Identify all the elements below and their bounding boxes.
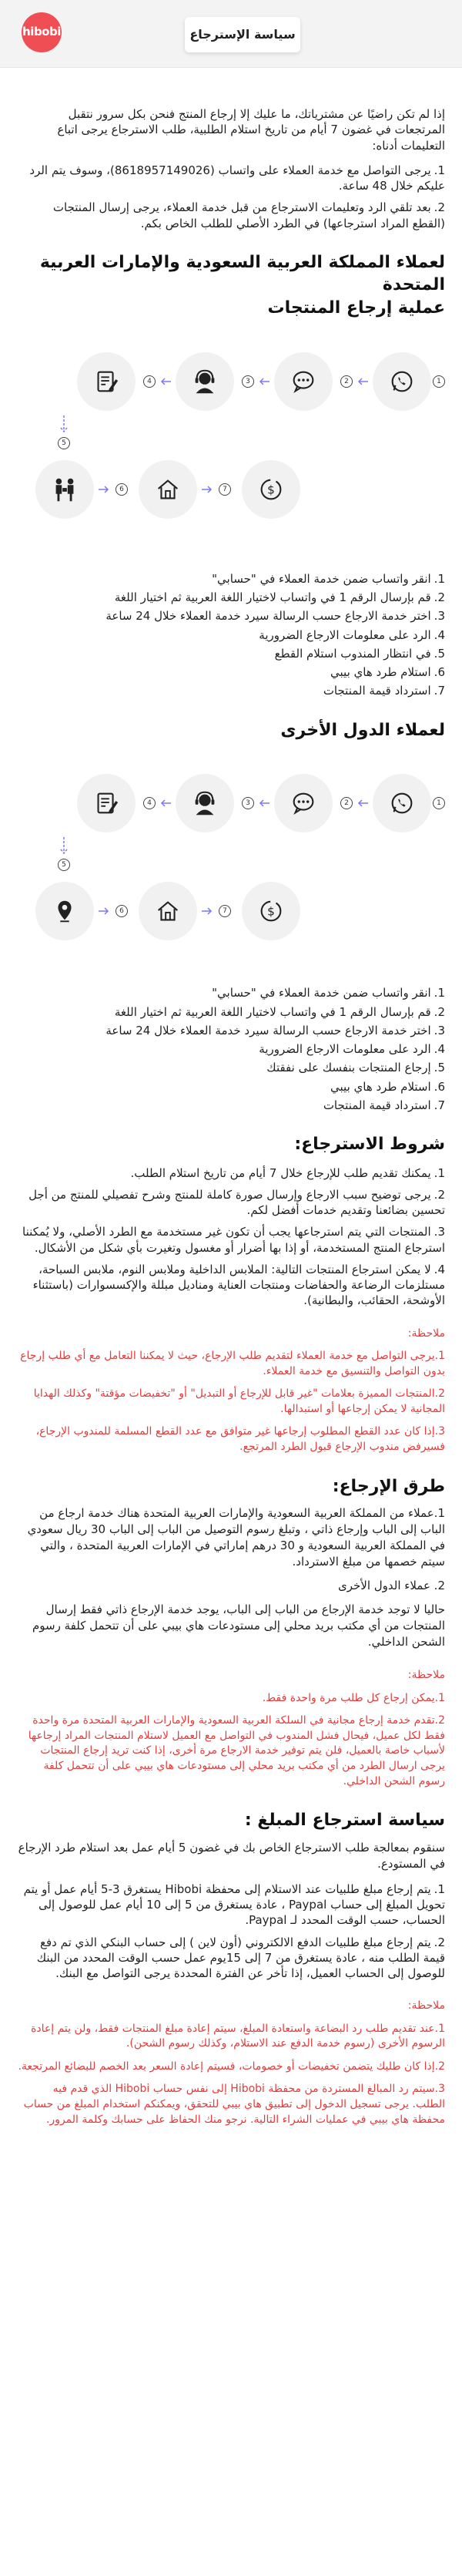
list-item: 6.استلام طرد هاي بيبي (330, 1079, 445, 1094)
list-item: 1.عند تقديم طلب رد البضاعة واستعادة المبلغ، سيتم إعادة مبلغ المنتجات فقط، ولن يتم إعادة الرسوم الأخرى (رسوم خدمة الدفع عند الاستلام، وكذلك رسوم الشحن). (31, 2022, 445, 2050)
other-countries-heading: لعملاء الدول الأخرى (280, 720, 445, 740)
method-2-text: حاليا لا توجد خدمة الإرجاع من الباب إلى الباب، يوجد خدمة الإرجاع ذاتي فقط إرسال المنتجات من أي مكتب بريد محلي إلى مستودعات هاي بيبي على أن تتحمل كلفة رسوم الشحن الداخلي. (32, 1602, 445, 1650)
refund-list (17, 1882, 445, 1982)
whatsapp-icon (373, 774, 431, 832)
step-number-4: 4 (143, 797, 156, 809)
method-1-text: 1.عملاء من المملكة العربية السعودية والإمارات العربية المتحدة هناك خدمة ارجاع من الباب إلى الباب وإرجاع ذاتي ، وتبلغ رسوم التوصيل من الباب إلى الباب 30 ريال سعودي في المملكة العربية السعودية و 30 درهم إماراتي في الإمارات العربية المتحدة ، والتي سيتم خصمها من مبلغ الاسترداد. (27, 1506, 445, 1569)
list-item: 1.انقر واتساب ضمن خدمة العملاء في "حسابي" (212, 986, 445, 1000)
list-item: 5.في انتظار المندوب استلام القطع (274, 646, 445, 661)
list-item: 5.إرجاع المنتجات بنفسك على نفقتك (266, 1061, 445, 1075)
step-number-1: 1 (433, 375, 445, 388)
arrow-left-icon (357, 378, 368, 385)
list-item: 3.المنتجات التي يتم استرجاعها يجب أن تكون غير مستخدمة مع الطرد الأصلي، ولا يُمكننا استرجاع المنتج المستخدمة، أو إذا بها أضرار أو مغسول وتغيرت بأي شكل من الأشكال. (22, 1225, 445, 1255)
chat-bubble-icon (274, 774, 333, 832)
arrow-down-icon (60, 837, 68, 856)
chat-bubble-icon (274, 352, 333, 411)
list-item: 1.يرجى التواصل مع خدمة العملاء لتقديم طلب الإرجاع، حيث لا يمكننا التعامل مع أي طلب إرجاع بدون التواصل والتنسيق مع خدمة العملاء. (20, 1349, 445, 1377)
step-number-7: 7 (219, 483, 231, 496)
methods-notes (17, 1691, 445, 1790)
conditions-notes (17, 1349, 445, 1455)
clipboard-edit-icon (77, 352, 136, 411)
list-item: 2.يرجى توضيح سبب الارجاع وإرسال صورة كاملة للمنتج وشرح تفصيلي للمنتج من أجل تحسين بضائعنا وتقديم خدمات أفضل لكم. (28, 1187, 445, 1218)
refund-policy-heading: سياسة استرجاع المبلغ : (244, 1811, 445, 1831)
conditions-list (17, 1165, 445, 1309)
dollar-refund-icon (242, 882, 300, 940)
arrow-left-icon (160, 799, 171, 807)
list-item: 7.استرداد قيمة المنتجات (323, 1098, 445, 1112)
page-content (0, 106, 462, 2158)
arrow-right-icon (202, 486, 213, 493)
step-number-7: 7 (219, 905, 231, 917)
list-item: 2.إذا كان طلبك يتضمن تخفيضات أو خصومات، فسيتم إعادة السعر بعد الخصم للبضائع المرتجعة. (18, 2060, 445, 2073)
list-item: 2.تقدم خدمة إرجاع مجانية في السلكة العربية السعودية والإمارات العربية المتحدة مرة واحدة فقط لكل عميل، فيحال فشل المندوب في التواصل مع العميل لاستلام المنتجات المراد إرجاعها لأسباب خاصة بالعميل، فلن يتم توفير خدمة الارجاع مرة أخرى، إذا كنت تريد إرجاع المنتجات يرجى ارسال الطرد من أي مكتب بريد محلي إلى مستودعات هاي بيبي على أن تتحمل كلفة رسوم الشحن الداخلي. (28, 1714, 445, 1787)
step-number-5: 5 (58, 437, 70, 449)
list-item: 1.يمكنك تقديم طلب للإرجاع خلال 7 أيام من تاريخ استلام الطلب. (130, 1165, 445, 1180)
map-pin-icon (35, 882, 94, 940)
page-title: سياسة الإسترجاع (185, 17, 300, 52)
list-item: 1.يتم إرجاع مبلغ طلبيات عند الاستلام إلى محفظة Hibobi يستغرق 3-5 أيام عمل أو يتم تحويل المبلغ إلى حساب Paypal ، عادة يستغرق من 5 إلى 10 أيام عمل للوصول إلى الحساب، حسب الوقت المحدد لـ Paypal. (23, 1882, 445, 1928)
list-item: 3.إذا كان عدد القطع المطلوب إرجاعها غير متوافق مع عدد القطع المسلمة للمندوب الإرجاع، فسيرفض مندوب الإرجاع قبول الطرد المرتجع. (35, 1425, 445, 1453)
list-item: 7.استرداد قيمة المنتجات (323, 684, 445, 698)
arrow-left-icon (160, 378, 171, 385)
return-methods-heading: طرق الإرجاع: (332, 1476, 445, 1496)
arrow-right-icon (99, 486, 109, 493)
bottom-spacer (17, 2135, 445, 2158)
headset-agent-icon (176, 774, 234, 832)
arrow-right-icon (99, 907, 109, 915)
list-item: 2.قم بإرسال الرقم 1 في واتساب لاختيار اللغة العربية ثم اختيار اللغة (114, 1004, 445, 1019)
method-2-title: 2. عملاء الدول الأخرى (337, 1579, 445, 1593)
list-item: 2.يتم إرجاع مبلغ طلبيات الدفع الالكتروني (أون لاين ) إلى حساب البنكي الذي تم دفع قيمة الطلب منه ، عادة يستغرق من 7 إلى 15يوم عمل حسب الوقت المحدد من البنك للوصول إلى الحساب العميل، إذا تأخر عن الفترة المحددة يرجى التواصل مع البنك. (36, 1935, 445, 1981)
step-number-4: 4 (143, 375, 156, 388)
list-item: 4.الرد على معلومات الارجاع الضرورية (259, 1042, 445, 1056)
note-label: ملاحظة: (407, 1669, 445, 1682)
step-number-3: 3 (242, 375, 254, 388)
headset-agent-icon (176, 352, 234, 411)
step-number-6: 6 (116, 905, 128, 917)
list-item: 1.يمكن إرجاع كل طلب مرة واحدة فقط. (262, 1691, 445, 1704)
arrow-left-icon (259, 799, 270, 807)
list-item: 1.انقر واتساب ضمن خدمة العملاء في "حسابي" (212, 571, 445, 586)
refund-intro: سنقوم بمعالجة طلب الاسترجاع الخاص بك في غضون 5 أيام عمل بعد استلام طرد الإرجاع في المستودع. (18, 1840, 445, 1871)
svg-text:$: $ (267, 904, 275, 919)
arrow-right-icon (202, 907, 213, 915)
saudi-uae-heading: لعملاء المملكة العربية السعودية والإمارات العربية المتحدة (39, 252, 445, 295)
note-label: ملاحظة: (407, 1999, 445, 2013)
list-item: 4.لا يمكن استرجاع المنتجات التالية: الملابس الداخلية وملابس النوم، ملابس السباحة، مستلزمات الرضاعة والحفاضات ومنتجات العناية ومناديل مبللة والإكسسوارات (باستثناء الأوشحة، الحقائب، والبطانية). (32, 1262, 445, 1308)
list-item: 3.سيتم رد المبالغ المستردة من محفظة Hibobi إلى نفس حساب Hibobi الذي قدم فيه الطلب. يرجى تسجيل الدخول إلى تطبيق هاي بيبي للتحقق، ويمكنكم استخدام المبلغ من حساب محفظة هاي بيبي في عمليات الشراء التالية. نرجو منك الحفاظ على حسابك وكلمة المرور. (23, 2083, 445, 2126)
home-icon (139, 882, 197, 940)
step-number-6: 6 (116, 483, 128, 496)
return-flow-diagram-other (17, 752, 445, 976)
clipboard-edit-icon (77, 774, 136, 832)
home-icon (139, 460, 197, 519)
intro-text: إذا لم تكن راضيًا عن مشترياتك، ما عليك إلا إرجاع المنتج فنحن بكل سرور نتقبل المرتجعات في غضون 7 أيام من تاريخ استلام الطلبية، طلب الاسترجاع يرجى اتباع التعليمات أدناه: (57, 107, 445, 153)
intro-steps (17, 163, 445, 231)
dollar-refund-icon (242, 460, 300, 519)
note-label: ملاحظة: (407, 1327, 445, 1340)
step-number-5: 5 (58, 859, 70, 871)
refund-notes (17, 2022, 445, 2128)
return-flow-diagram-saudi (17, 331, 445, 562)
list-item: 2.المنتجات المميزة بعلامات "غير قابل للإرجاع أو التبديل" أو "تخفيضات مؤقتة" وكذلك الهدايا المجانية لا يمكن إرجاعها أو استبدالها. (33, 1387, 445, 1415)
return-conditions-heading: شروط الاسترجاع: (294, 1135, 445, 1154)
list-item: 2.قم بإرسال الرقم 1 في واتساب لاختيار اللغة العربية ثم اختيار اللغة (114, 590, 445, 605)
hibobi-logo[interactable]: hibobi (22, 12, 62, 52)
step-number-2: 2 (340, 375, 353, 388)
arrow-left-icon (259, 378, 270, 385)
list-item: 4.الرد على معلومات الارجاع الضرورية (259, 627, 445, 642)
return-process-heading: عملية إرجاع المنتجات (267, 298, 445, 318)
package-pickup-icon (35, 460, 94, 519)
list-item: 1.يرجى التواصل مع خدمة العملاء على واتساب (8618957149026)، وسوف يتم الرد عليكم خلال 48 ساعة. (29, 163, 445, 193)
arrow-left-icon (357, 799, 368, 807)
whatsapp-icon (373, 352, 431, 411)
page-header (0, 0, 462, 68)
other-steps-list (17, 985, 445, 1113)
list-item: 3.اختر خدمة الارجاع حسب الرسالة سيرد خدمة العملاء خلال 24 ساعة (105, 1023, 445, 1037)
step-number-2: 2 (340, 797, 353, 809)
list-item: 3.اختر خدمة الارجاع حسب الرسالة سيرد خدمة العملاء خلال 24 ساعة (105, 609, 445, 624)
list-item: 2.بعد تلقي الرد وتعليمات الاسترجاع من قبل خدمة العملاء، يرجى إرسال المنتجات (القطع المراد استرجاعها) في الطرد الأصلي للطلب الخاص بكم. (52, 200, 445, 230)
step-number-3: 3 (242, 797, 254, 809)
arrow-down-icon (60, 415, 68, 434)
saudi-steps-list (17, 571, 445, 699)
svg-text:$: $ (267, 483, 275, 497)
step-number-1: 1 (433, 797, 445, 809)
list-item: 6.استلام طرد هاي بيبي (330, 665, 445, 680)
